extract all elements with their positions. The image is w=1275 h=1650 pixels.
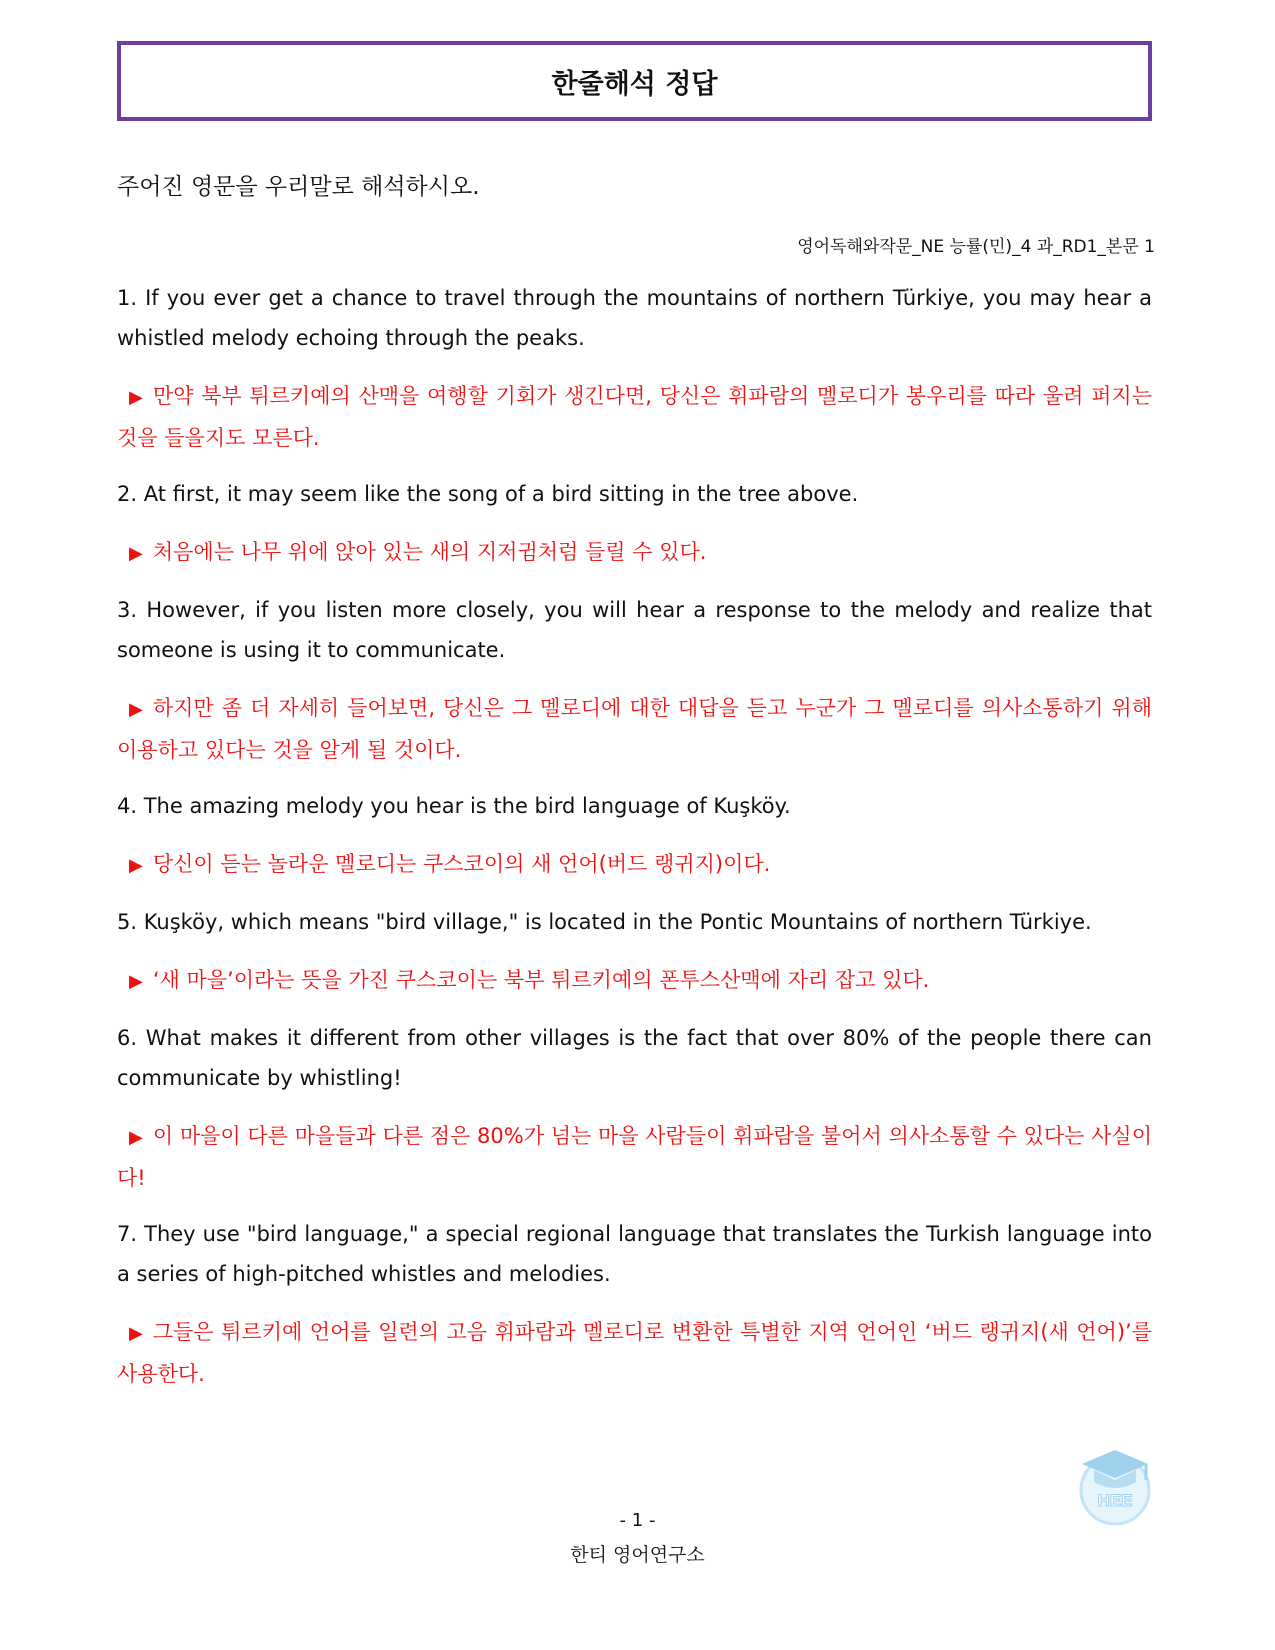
arrow-icon: ▶ [129,1323,143,1344]
translation-text: ‘새 마을’이라는 뜻을 가진 쿠스코이는 북부 튀르키예의 폰투스산맥에 자리 잡고 있다. [152,968,930,992]
korean-translation-6 [117,1116,1152,1198]
english-sentence-1: 1. If you ever get a chance to travel through the mountains of northern Türkiye, you may hear a whistled melody echoing through the peaks. [117,286,1152,350]
korean-translation-2 [117,532,1152,574]
english-sentence-3: 3. However, if you listen more closely, you will hear a response to the melody and realize that someone is using it to communicate. [117,598,1152,662]
title-box [117,41,1152,121]
translation-text: 만약 북부 튀르키예의 산맥을 여행할 기회가 생긴다면, 당신은 휘파람의 멜로디가 봉우리를 따라 울려 퍼지는 것을 들을지도 모른다. [117,384,1152,450]
korean-translation-4 [117,844,1152,886]
korean-translation-1 [117,376,1152,458]
instruction-text: 주어진 영문을 우리말로 해석하시오. [117,174,480,200]
page-title: 한줄해석 정답 [551,68,718,100]
page-number: - 1 - [619,1510,656,1531]
translation-text: 그들은 튀르키예 언어를 일련의 고음 휘파람과 멜로디로 변환한 특별한 지역 언어인 ‘버드 랭귀지(새 언어)’를 사용한다. [117,1320,1152,1386]
logo-text: HEE [1097,1491,1133,1510]
arrow-icon: ▶ [129,387,143,408]
english-sentence-7: 7. They use "bird language," a special regional language that translates the Turkish language into a series of high-pitched whistles and melodies. [117,1222,1152,1286]
korean-translation-5 [117,960,1152,1002]
sentence-list [117,278,1152,1410]
korean-translation-3 [117,688,1152,770]
translation-text: 이 마을이 다른 마을들과 다른 점은 80%가 넘는 마을 사람들이 휘파람을 불어서 의사소통할 수 있다는 사실이다! [117,1124,1152,1190]
footer-organization: 한티 영어연구소 [570,1544,705,1566]
english-sentence-2: 2. At first, it may seem like the song of a bird sitting in the tree above. [117,482,859,506]
arrow-icon: ▶ [129,1127,143,1148]
english-sentence-6: 6. What makes it different from other villages is the fact that over 80% of the people there can communicate by whistling! [117,1026,1152,1090]
translation-text: 하지만 좀 더 자세히 들어보면, 당신은 그 멜로디에 대한 대답을 듣고 누군가 그 멜로디를 의사소통하기 위해 이용하고 있다는 것을 알게 될 것이다. [117,696,1152,762]
arrow-icon: ▶ [129,855,143,876]
translation-text: 당신이 듣는 놀라운 멜로디는 쿠스코이의 새 언어(버드 랭귀지)이다. [152,852,771,876]
translation-text: 처음에는 나무 위에 앉아 있는 새의 지저귐처럼 들릴 수 있다. [152,540,707,564]
arrow-icon: ▶ [129,971,143,992]
arrow-icon: ▶ [129,699,143,720]
source-label: 영어독해와작문_NE 능률(민)_4 과_RD1_본문 1 [797,237,1155,257]
english-sentence-5: 5. Kuşköy, which means "bird village," is located in the Pontic Mountains of northern Türkiye. [117,910,1092,934]
korean-translation-7 [117,1312,1152,1394]
english-sentence-4: 4. The amazing melody you hear is the bird language of Kuşköy. [117,794,791,818]
arrow-icon: ▶ [129,543,143,564]
